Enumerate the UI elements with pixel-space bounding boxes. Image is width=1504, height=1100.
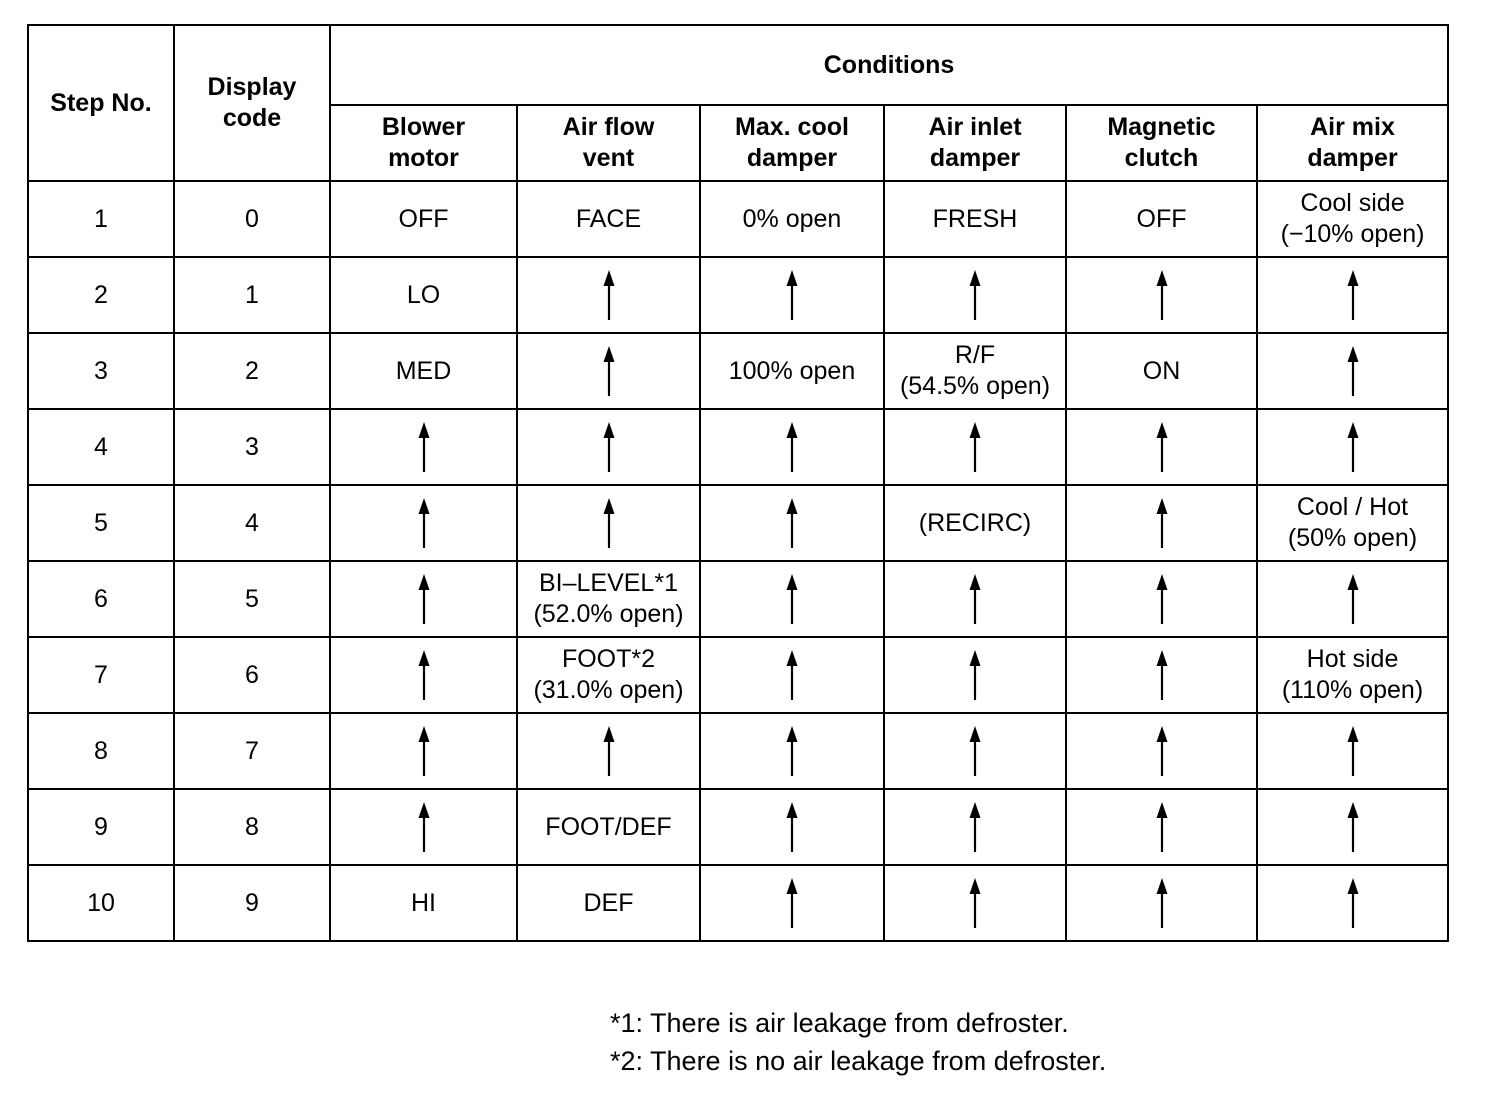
header-air-mix-damper: Air mix damper	[1257, 105, 1448, 181]
up-arrow-icon	[601, 726, 617, 776]
blower-motor-cell: OFF	[330, 181, 517, 257]
magnetic-clutch-cell	[1066, 485, 1257, 561]
up-arrow-icon	[967, 574, 983, 624]
magnetic-clutch-cell	[1066, 637, 1257, 713]
up-arrow-icon	[601, 270, 617, 320]
air-flow-vent-cell	[517, 257, 700, 333]
header-air-flow-vent: Air flow vent	[517, 105, 700, 181]
up-arrow-icon	[416, 726, 432, 776]
up-arrow-icon	[784, 878, 800, 928]
magnetic-clutch-cell: OFF	[1066, 181, 1257, 257]
header-display-code: Display code	[174, 25, 330, 181]
table-row	[28, 637, 1448, 713]
header-conditions: Conditions	[330, 25, 1448, 105]
up-arrow-icon	[784, 650, 800, 700]
air-flow-vent-cell: FOOT*2 (31.0% open)	[517, 637, 700, 713]
air-inlet-damper-cell	[884, 257, 1066, 333]
table-body	[28, 181, 1448, 941]
up-arrow-icon	[1345, 878, 1361, 928]
max-cool-damper-cell	[700, 485, 884, 561]
up-arrow-icon	[1154, 574, 1170, 624]
header-magnetic-clutch: Magnetic clutch	[1066, 105, 1257, 181]
air-inlet-damper-cell	[884, 561, 1066, 637]
blower-motor-cell	[330, 409, 517, 485]
step-no-cell: 10	[28, 865, 174, 941]
table-row	[28, 409, 1448, 485]
table-row	[28, 333, 1448, 409]
up-arrow-icon	[967, 878, 983, 928]
air-flow-vent-cell	[517, 333, 700, 409]
display-code-cell: 1	[174, 257, 330, 333]
display-code-cell: 6	[174, 637, 330, 713]
air-inlet-damper-cell: R/F (54.5% open)	[884, 333, 1066, 409]
up-arrow-icon	[1154, 726, 1170, 776]
step-no-cell: 3	[28, 333, 174, 409]
header-row-1	[28, 25, 1448, 105]
up-arrow-icon	[967, 726, 983, 776]
max-cool-damper-cell	[700, 409, 884, 485]
up-arrow-icon	[967, 422, 983, 472]
display-code-cell: 5	[174, 561, 330, 637]
conditions-table	[27, 24, 1449, 942]
max-cool-damper-cell	[700, 713, 884, 789]
step-no-cell: 2	[28, 257, 174, 333]
up-arrow-icon	[416, 650, 432, 700]
footnotes	[610, 1004, 1106, 1080]
max-cool-damper-cell	[700, 865, 884, 941]
blower-motor-cell	[330, 485, 517, 561]
air-mix-damper-cell: Hot side (110% open)	[1257, 637, 1448, 713]
air-flow-vent-cell	[517, 713, 700, 789]
magnetic-clutch-cell	[1066, 561, 1257, 637]
blower-motor-cell	[330, 713, 517, 789]
blower-motor-cell: HI	[330, 865, 517, 941]
header-air-inlet-damper: Air inlet damper	[884, 105, 1066, 181]
step-no-cell: 5	[28, 485, 174, 561]
max-cool-damper-cell: 100% open	[700, 333, 884, 409]
up-arrow-icon	[1154, 878, 1170, 928]
up-arrow-icon	[1345, 270, 1361, 320]
up-arrow-icon	[1154, 650, 1170, 700]
up-arrow-icon	[1345, 574, 1361, 624]
air-flow-vent-cell	[517, 409, 700, 485]
display-code-cell: 9	[174, 865, 330, 941]
up-arrow-icon	[784, 802, 800, 852]
up-arrow-icon	[967, 802, 983, 852]
table-row	[28, 865, 1448, 941]
footnote-1: *1: There is air leakage from defroster.	[610, 1008, 1069, 1038]
display-code-cell: 4	[174, 485, 330, 561]
up-arrow-icon	[1154, 422, 1170, 472]
display-code-cell: 8	[174, 789, 330, 865]
blower-motor-cell: LO	[330, 257, 517, 333]
footnote-2: *2: There is no air leakage from defroster.	[610, 1046, 1107, 1076]
step-no-cell: 7	[28, 637, 174, 713]
air-mix-damper-cell	[1257, 865, 1448, 941]
up-arrow-icon	[784, 726, 800, 776]
up-arrow-icon	[416, 422, 432, 472]
up-arrow-icon	[1345, 346, 1361, 396]
air-mix-damper-cell	[1257, 409, 1448, 485]
air-flow-vent-cell: BI–LEVEL*1 (52.0% open)	[517, 561, 700, 637]
up-arrow-icon	[784, 574, 800, 624]
up-arrow-icon	[416, 802, 432, 852]
magnetic-clutch-cell	[1066, 257, 1257, 333]
max-cool-damper-cell	[700, 789, 884, 865]
air-flow-vent-cell: FOOT/DEF	[517, 789, 700, 865]
header-blower-motor: Blower motor	[330, 105, 517, 181]
blower-motor-cell	[330, 561, 517, 637]
max-cool-damper-cell	[700, 637, 884, 713]
up-arrow-icon	[1345, 726, 1361, 776]
magnetic-clutch-cell	[1066, 865, 1257, 941]
air-inlet-damper-cell	[884, 865, 1066, 941]
header-step-no: Step No.	[28, 25, 174, 181]
blower-motor-cell	[330, 637, 517, 713]
air-inlet-damper-cell	[884, 409, 1066, 485]
max-cool-damper-cell	[700, 561, 884, 637]
air-inlet-damper-cell: FRESH	[884, 181, 1066, 257]
header-max-cool-damper: Max. cool damper	[700, 105, 884, 181]
air-flow-vent-cell: DEF	[517, 865, 700, 941]
magnetic-clutch-cell	[1066, 713, 1257, 789]
up-arrow-icon	[601, 422, 617, 472]
blower-motor-cell	[330, 789, 517, 865]
up-arrow-icon	[784, 498, 800, 548]
air-mix-damper-cell: Cool / Hot (50% open)	[1257, 485, 1448, 561]
up-arrow-icon	[416, 574, 432, 624]
up-arrow-icon	[1154, 802, 1170, 852]
step-no-cell: 1	[28, 181, 174, 257]
step-no-cell: 9	[28, 789, 174, 865]
table-row	[28, 713, 1448, 789]
air-inlet-damper-cell	[884, 637, 1066, 713]
table-row	[28, 485, 1448, 561]
up-arrow-icon	[601, 346, 617, 396]
display-code-cell: 7	[174, 713, 330, 789]
up-arrow-icon	[416, 498, 432, 548]
step-no-cell: 8	[28, 713, 174, 789]
display-code-cell: 2	[174, 333, 330, 409]
air-inlet-damper-cell	[884, 789, 1066, 865]
air-mix-damper-cell: Cool side (−10% open)	[1257, 181, 1448, 257]
air-mix-damper-cell	[1257, 789, 1448, 865]
air-mix-damper-cell	[1257, 257, 1448, 333]
air-flow-vent-cell	[517, 485, 700, 561]
up-arrow-icon	[784, 422, 800, 472]
table-row	[28, 257, 1448, 333]
magnetic-clutch-cell	[1066, 409, 1257, 485]
up-arrow-icon	[1154, 270, 1170, 320]
up-arrow-icon	[601, 498, 617, 548]
air-mix-damper-cell	[1257, 333, 1448, 409]
magnetic-clutch-cell	[1066, 789, 1257, 865]
air-flow-vent-cell: FACE	[517, 181, 700, 257]
air-mix-damper-cell	[1257, 713, 1448, 789]
step-no-cell: 4	[28, 409, 174, 485]
up-arrow-icon	[1345, 802, 1361, 852]
max-cool-damper-cell	[700, 257, 884, 333]
air-mix-damper-cell	[1257, 561, 1448, 637]
display-code-cell: 0	[174, 181, 330, 257]
up-arrow-icon	[1345, 422, 1361, 472]
step-no-cell: 6	[28, 561, 174, 637]
air-inlet-damper-cell	[884, 713, 1066, 789]
up-arrow-icon	[967, 270, 983, 320]
air-inlet-damper-cell: (RECIRC)	[884, 485, 1066, 561]
table-row	[28, 789, 1448, 865]
display-code-cell: 3	[174, 409, 330, 485]
table-row	[28, 181, 1448, 257]
up-arrow-icon	[1154, 498, 1170, 548]
table-row	[28, 561, 1448, 637]
up-arrow-icon	[967, 650, 983, 700]
magnetic-clutch-cell: ON	[1066, 333, 1257, 409]
max-cool-damper-cell: 0% open	[700, 181, 884, 257]
up-arrow-icon	[784, 270, 800, 320]
blower-motor-cell: MED	[330, 333, 517, 409]
